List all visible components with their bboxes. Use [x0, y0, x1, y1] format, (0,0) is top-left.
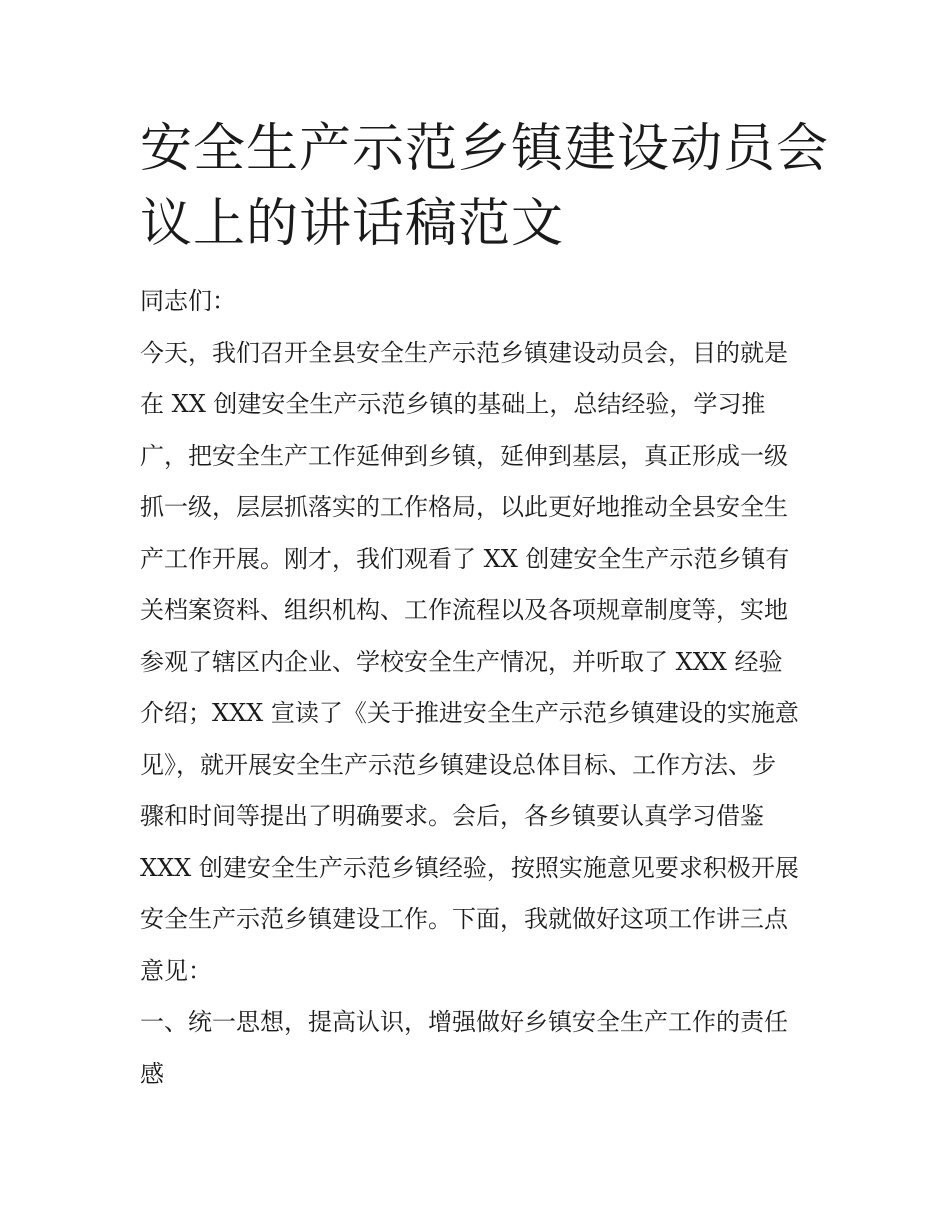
section-heading: 一、统一思想，提高认识，增强做好乡镇安全生产工作的责任	[140, 1008, 788, 1036]
title-line: 议上的讲话稿范文	[140, 194, 565, 254]
body-line: 意见：	[140, 956, 212, 985]
body-line: 产工作开展。刚才，我们观看了 XX 创建安全生产示范乡镇有	[140, 544, 790, 573]
document-body	[140, 276, 820, 1100]
body-line: 介绍；XXX 宣读了《关于推进安全生产示范乡镇建设的实施意	[140, 699, 799, 727]
body-line: 广，把安全生产工作延伸到乡镇，延伸到基层，真正形成一级	[140, 441, 788, 470]
body-line: 抓一级，层层抓落实的工作格局，以此更好地推动全县安全生	[140, 493, 788, 521]
body-line: 见》，就开展安全生产示范乡镇建设总体目标、工作方法、步	[140, 750, 776, 779]
body-line: 在 XX 创建安全生产示范乡镇的基础上，总结经验，学习推	[140, 390, 766, 418]
body-line: 骤和时间等提出了明确要求。会后，各乡镇要认真学习借鉴	[140, 802, 764, 830]
document-title	[140, 112, 830, 262]
body-line: 今天，我们召开全县安全生产示范乡镇建设动员会，目的就是	[140, 338, 788, 367]
title-line: 安全生产示范乡镇建设动员会	[140, 119, 830, 179]
body-line: XXX 创建安全生产示范乡镇经验，按照实施意见要求积极开展	[140, 853, 799, 882]
body-line: 关档案资料、组织机构、工作流程以及各项规章制度等，实地	[140, 596, 788, 624]
section-heading-continued: 感	[140, 1059, 164, 1088]
salutation: 同志们：	[140, 287, 236, 315]
body-line: 参观了辖区内企业、学校安全生产情况，并听取了 XXX 经验	[140, 647, 783, 676]
body-line: 安全生产示范乡镇建设工作。下面，我就做好这项工作讲三点	[140, 905, 788, 933]
